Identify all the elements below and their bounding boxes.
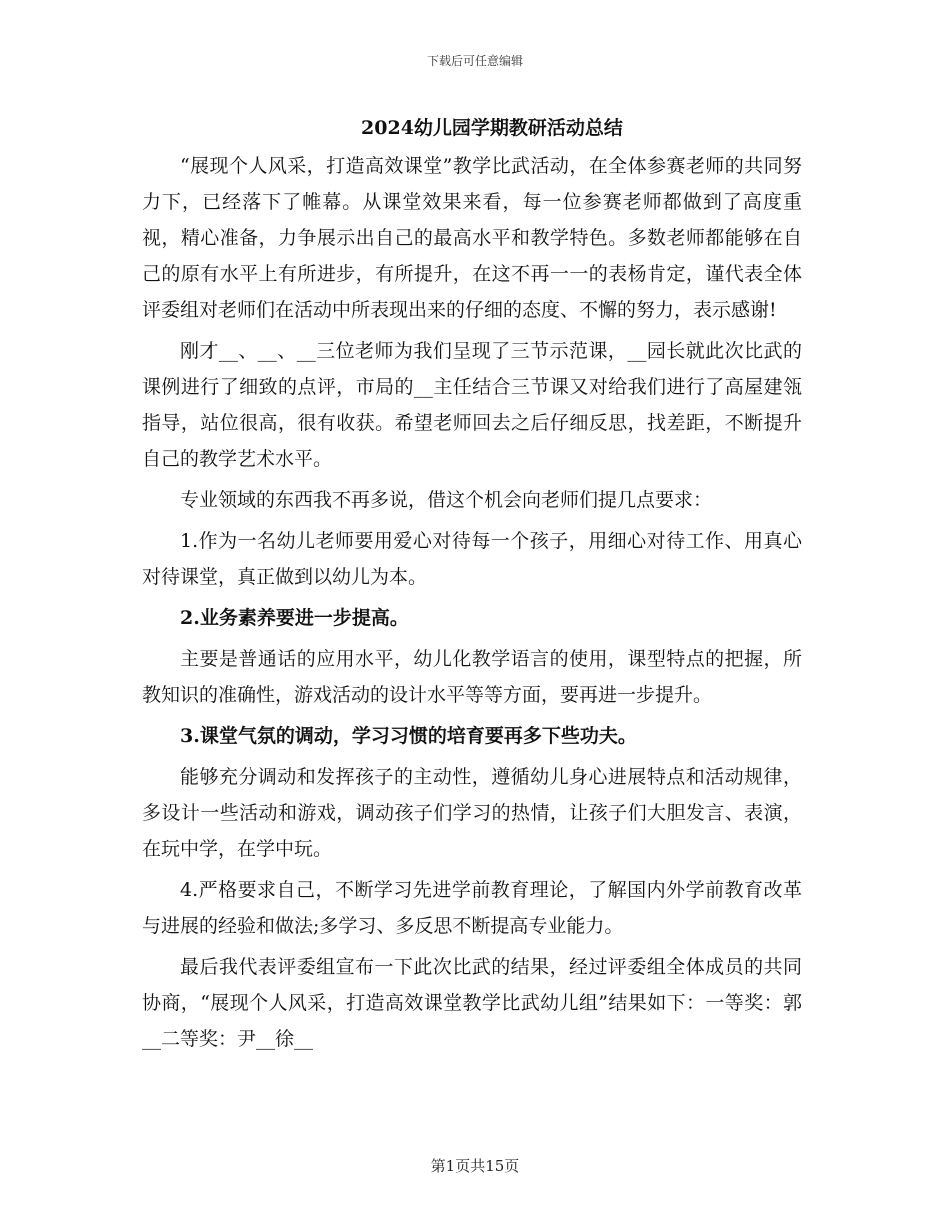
page-header: 下载后可任意编辑	[426, 54, 523, 68]
paragraph-2: 刚才__、__、__三位老师为我们呈现了三节示范课，__园长就此次比武的课例进行了细致的点评，市局的__主任结合三节课又对给我们进行了高屋建瓴指导，站位很高，很有收获。希望老师回去之后仔细反思，找差距，不断提升自己的教学艺术水平。	[142, 340, 802, 470]
paragraph-10: 最后我代表评委组宣布一下此次比武的结果，经过评委组全体成员的共同协商，“展现个人风采，打造高效课堂教学比武幼儿组”结果如下：一等奖：郭__二等奖：尹__徐__	[142, 956, 802, 1050]
paragraph-3: 专业领域的东西我不再多说，借这个机会向老师们提几点要求：	[180, 489, 713, 511]
paragraph-1: “展现个人风采，打造高效课堂”教学比武活动，在全体参赛老师的共同努力下，已经落下了帷幕。从课堂效果来看，每一位参赛老师都做到了高度重视，精心准备，力争展示出自己的最高水平和教学特色。多数老师都能够在自己的原有水平上有所进步，有所提升，在这不再一一的表杨肯定，谨代表全体评委组对老师们在活动中所表现出来的仔细的态度、不懈的努力，表示感谢!	[142, 155, 802, 321]
document-title: 2024幼儿园学期教研活动总结	[361, 117, 623, 139]
paragraph-8: 能够充分调动和发挥孩子的主动性，遵循幼儿身心进展特点和活动规律，多设计一些活动和游戏，调动孩子们学习的热情，让孩子们大胆发言、表演，在玩中学，在学中玩。	[142, 766, 802, 860]
paragraph-4: 1.作为一名幼儿老师要用爱心对待每一个孩子，用细心对待工作、用真心对待课堂，真正做到以幼儿为本。	[142, 530, 802, 588]
paragraph-6: 主要是普通话的应用水平，幼儿化教学语言的使用，课型特点的把握，所教知识的准确性，游戏活动的设计水平等等方面，要再进一步提升。	[142, 648, 802, 706]
heading-2: 2.业务素养要进一步提高。	[180, 607, 409, 629]
heading-3: 3.课堂气氛的调动，学习习惯的培育要再多下些功夫。	[180, 725, 637, 747]
document-content	[142, 108, 802, 1062]
page-footer: 第1页共15页	[430, 1157, 520, 1175]
paragraph-9: 4.严格要求自己，不断学习先进学前教育理论，了解国内外学前教育改革与进展的经验和做法;多学习、多反思不断提高专业能力。	[142, 879, 802, 937]
